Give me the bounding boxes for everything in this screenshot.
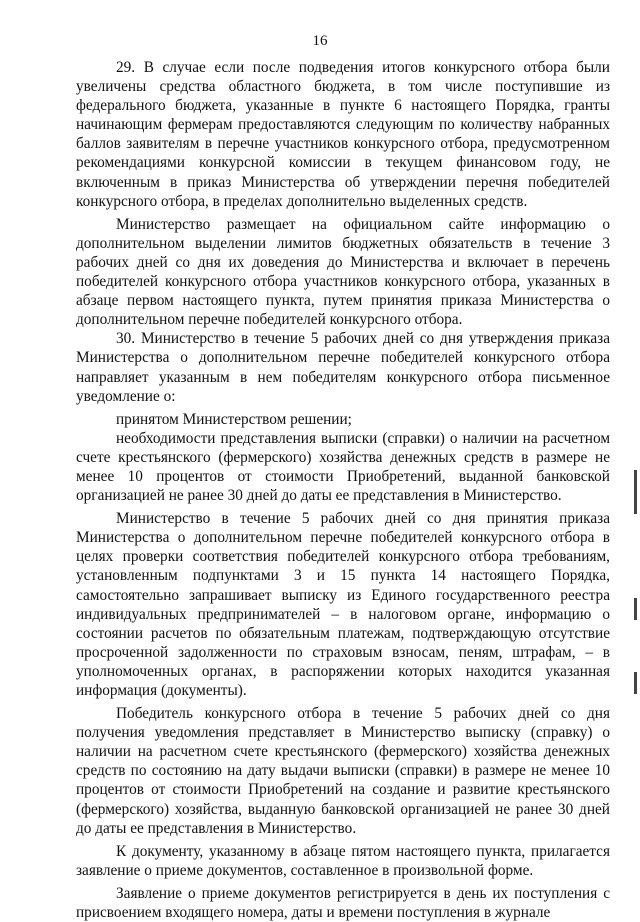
paragraph: Министерство размещает на официальном сайте информацию о дополнительном выделении лимитов бюджетных обязательств в течение 3 рабочих дней со дня их доведения до Министерства и включает в перечень победителей конкурсного отбора участников конкурсного отбора, указанных в абзаце первом настоящего пункта, путем принятия приказа Министерства о дополнительном перечне победителей конкурсного отбора. — [76, 215, 610, 329]
paragraph: К документу, указанному в абзаце пятом настоящего пункта, прилагается заявление о приеме документов, составленное в произвольной форме. — [76, 842, 610, 879]
scan-edge-mark — [634, 470, 637, 514]
paragraph: необходимости представления выписки (справки) о наличии на расчетном счете крестьянского (фермерского) хозяйства денежных средств в размере не менее 10 процентов от стоимости Приобретений, выданной банковской организацией не ранее 30 дней до даты ее представления в Министерство. — [76, 429, 610, 505]
document-body — [76, 58, 610, 922]
scan-edge-mark — [634, 672, 637, 694]
paragraph-30: 30. Министерство в течение 5 рабочих дней со дня утверждения приказа Министерства о дополнительном перечне победителей конкурсного отбора направляет указанным в нем победителям конкурсного отбора письменное уведомление о: — [76, 330, 610, 405]
scan-edge-mark — [634, 598, 637, 620]
paragraph: Заявление о приеме документов регистрируется в день их поступления с присвоением входящего номера, даты и времени поступления в журнале — [76, 884, 610, 922]
paragraph: Министерство в течение 5 рабочих дней со дня принятия приказа Министерства о дополнительном перечне победителей конкурсного отбора в целях проверки соответствия победителей конкурсного отбора требованиям, установленным подпунктами 3 и 15 пункта 14 настоящего Порядка, самостоятельно запрашивает выписку из Единого государственного реестра индивидуальных предпринимателей – в налоговом органе, информацию о состоянии расчетов по обязательным платежам, подтверждающую отсутствие просроченной задолженности по страховым взносам, пеням, штрафам, – в уполномоченных органах, в распоряжении которых находится указанная информация (документы). — [76, 510, 610, 699]
paragraph: Победитель конкурсного отбора в течение 5 рабочих дней со дня получения уведомления представляет в Министерство выписку (справку) о наличии на расчетном счете крестьянского (фермерского) хозяйства денежных средств по состоянию на дату выдачи выписки (справки) в размере не менее 10 процентов от стоимости Приобретений на создание и развитие крестьянского (фермерского) хозяйства, выданную банковской организацией не ранее 30 дней до даты ее представления в Министерство. — [76, 705, 610, 837]
paragraph: принятом Министерством решении; — [116, 410, 352, 428]
paragraph-29: 29. В случае если после подведения итогов конкурсного отбора были увеличены средства областного бюджета, в том числе поступившие из федерального бюджета, указанные в пункте 6 настоящего Порядка, гранты начинающим фермерам предоставляются следующим по количеству набранных баллов заявителям в перечне участников конкурсного отбора, предусмотренном рекомендациями конкурсной комиссии в текущем финансовом году, не включенным в приказ Министерства об утверждении перечня победителей конкурсного отбора, в пределах дополнительно выделенных средств. — [76, 59, 610, 210]
page-number: 16 — [312, 33, 328, 49]
